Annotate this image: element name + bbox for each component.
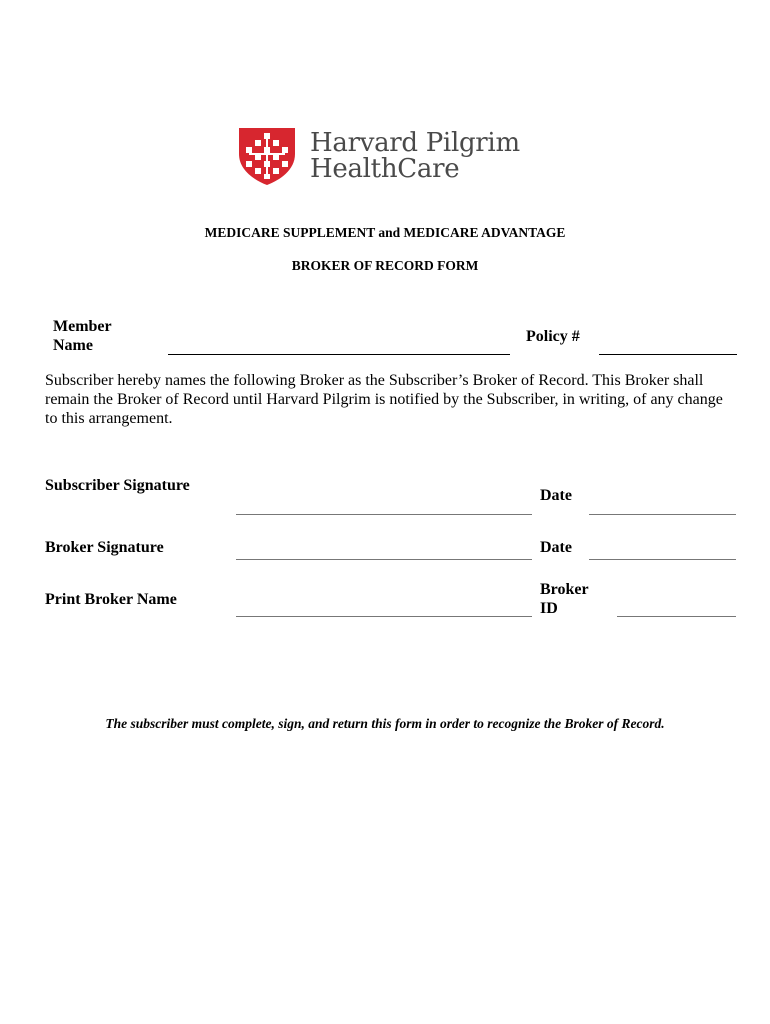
- harvard-pilgrim-shield-icon: [236, 126, 298, 186]
- broker-id-label: [540, 580, 610, 618]
- member-name-label: [53, 317, 143, 355]
- broker-id-label-line1: Broker: [540, 581, 589, 598]
- broker-signature-field[interactable]: [236, 559, 532, 560]
- subscriber-date-label: Date: [540, 487, 572, 504]
- member-name-label-line2: Name: [53, 337, 93, 354]
- policy-number-field[interactable]: [599, 354, 737, 355]
- broker-signature-label: Broker Signature: [45, 539, 164, 556]
- footer-note: The subscriber must complete, sign, and return this form in order to recognize the Broker of Record.: [105, 716, 665, 731]
- policy-number-label: Policy #: [526, 328, 580, 345]
- logo-text-line1: Harvard Pilgrim: [310, 128, 520, 158]
- subscriber-signature-field[interactable]: [236, 514, 532, 515]
- print-broker-name-field[interactable]: [236, 616, 532, 617]
- subscriber-date-field[interactable]: [589, 514, 736, 515]
- broker-date-label: Date: [540, 539, 572, 556]
- logo-text-line2: HealthCare: [310, 154, 460, 184]
- member-name-field[interactable]: [168, 354, 510, 355]
- subscriber-signature-label: Subscriber Signature: [45, 477, 190, 494]
- form-title: MEDICARE SUPPLEMENT and MEDICARE ADVANTAGE: [204, 225, 566, 240]
- print-broker-name-label: Print Broker Name: [45, 591, 177, 608]
- broker-statement: Subscriber hereby names the following Broker as the Subscriber’s Broker of Record. This Broker shall remain the Broker of Record until Harvard Pilgrim is notified by the Subscriber, in writing, of any change to this arrangement.: [45, 372, 723, 427]
- broker-date-field[interactable]: [589, 559, 736, 560]
- broker-id-field[interactable]: [617, 616, 736, 617]
- form-subtitle: BROKER OF RECORD FORM: [291, 258, 479, 273]
- broker-id-label-line2: ID: [540, 600, 558, 617]
- company-logo: [236, 126, 536, 188]
- member-name-label-line1: Member: [53, 318, 112, 335]
